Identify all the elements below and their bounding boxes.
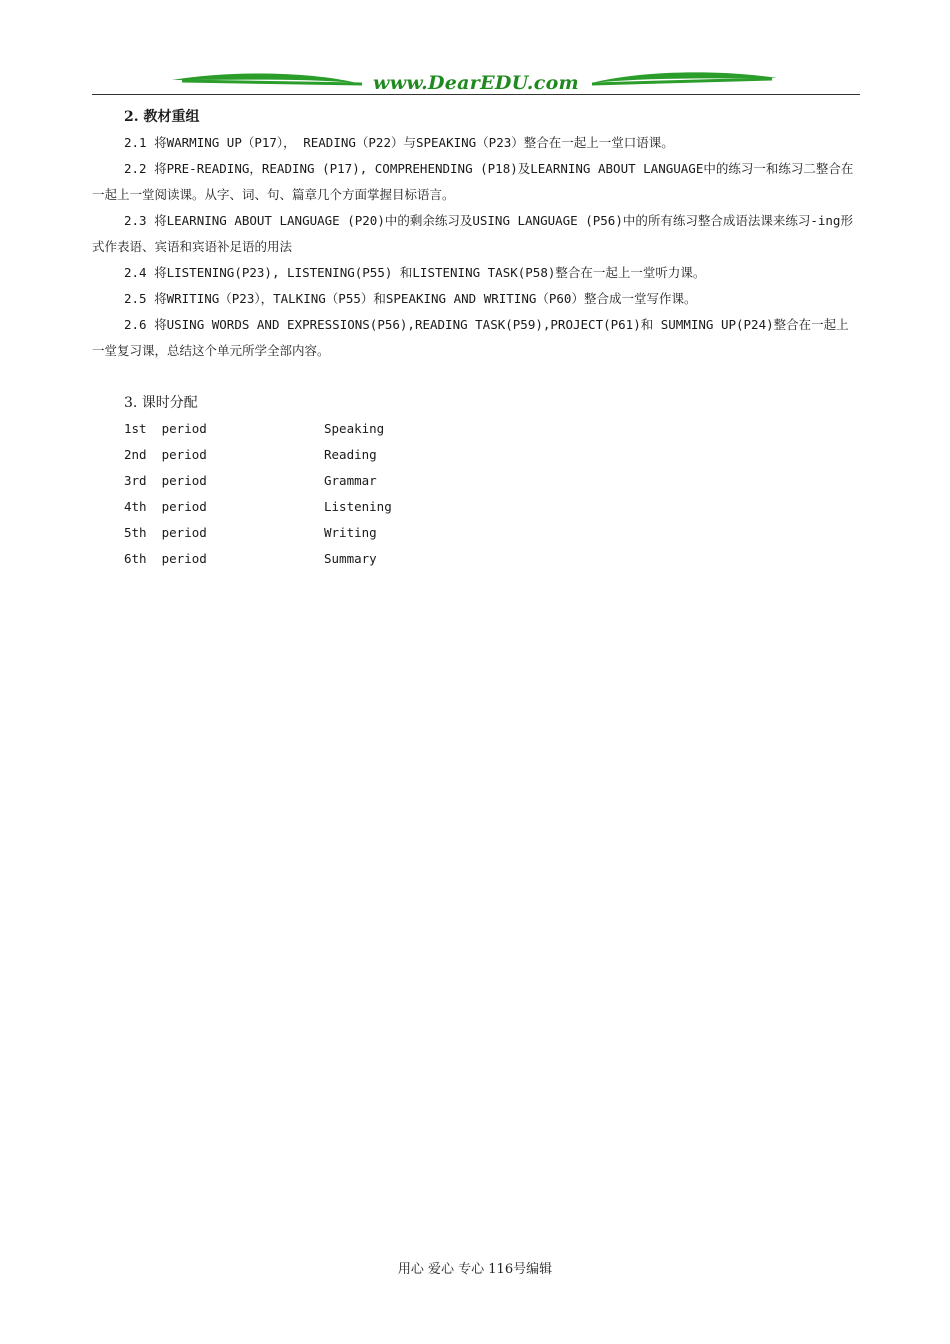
period-topic: Speaking <box>324 421 385 436</box>
paragraph-2-5: 2.5 将WRITING（P23），TALKING（P55）和SPEAKING AND WRITING（P60）整合成一堂写作课。 <box>124 291 697 306</box>
period-label: 2nd period <box>124 447 207 462</box>
page-footer: 用心 爱心 专心 116号编辑 <box>397 1262 553 1277</box>
schedule-row <box>124 416 860 442</box>
paragraph-2-4: 2.4 将LISTENING(P23), LISTENING(P55) 和LISTENING TASK(P58)整合在一起上一堂听力课。 <box>124 265 706 280</box>
period-label: 3rd period <box>124 473 207 488</box>
document-body <box>92 104 860 572</box>
period-topic: Summary <box>324 551 377 566</box>
period-label: 5th period <box>124 525 207 540</box>
period-label: 6th period <box>124 551 207 566</box>
period-label: 1st period <box>124 421 207 436</box>
site-header <box>92 66 860 96</box>
schedule-row <box>124 520 860 546</box>
schedule-row <box>124 468 860 494</box>
period-topic: Writing <box>324 525 377 540</box>
header-url[interactable]: www.DearEDU.com <box>373 72 579 94</box>
section-2-heading: 2. 教材重组 <box>124 109 200 125</box>
paragraph-2-1: 2.1 将WARMING UP（P17）， READING（P22）与SPEAKING（P23）整合在一起上一堂口语课。 <box>124 135 674 150</box>
spacer <box>92 364 860 390</box>
schedule-row <box>124 442 860 468</box>
section-3-heading: 3. 课时分配 <box>124 395 198 411</box>
period-topic: Reading <box>324 447 377 462</box>
period-schedule <box>92 416 860 572</box>
header-divider <box>92 94 860 95</box>
schedule-row <box>124 494 860 520</box>
period-topic: Listening <box>324 499 392 514</box>
schedule-row <box>124 546 860 572</box>
paragraph-2-3: 2.3 将LEARNING ABOUT LANGUAGE (P20)中的剩余练习及USING LANGUAGE (P56)中的所有练习整合成语法课来练习-ing形式作表语、宾语和宾语补足语的用法 <box>92 213 853 254</box>
period-topic: Grammar <box>324 473 377 488</box>
paragraph-2-6: 2.6 将USING WORDS AND EXPRESSIONS(P56),READING TASK(P59),PROJECT(P61)和 SUMMING UP(P24)整合在一起上一堂复习课，总结这个单元所学全部内容。 <box>92 317 849 358</box>
paragraph-2-2: 2.2 将PRE-READING，READING (P17), COMPREHENDING (P18)及LEARNING ABOUT LANGUAGE中的练习一和练习二整合在一起上一堂阅读课。从字、词、句、篇章几个方面掌握目标语言。 <box>92 161 854 202</box>
period-label: 4th period <box>124 499 207 514</box>
